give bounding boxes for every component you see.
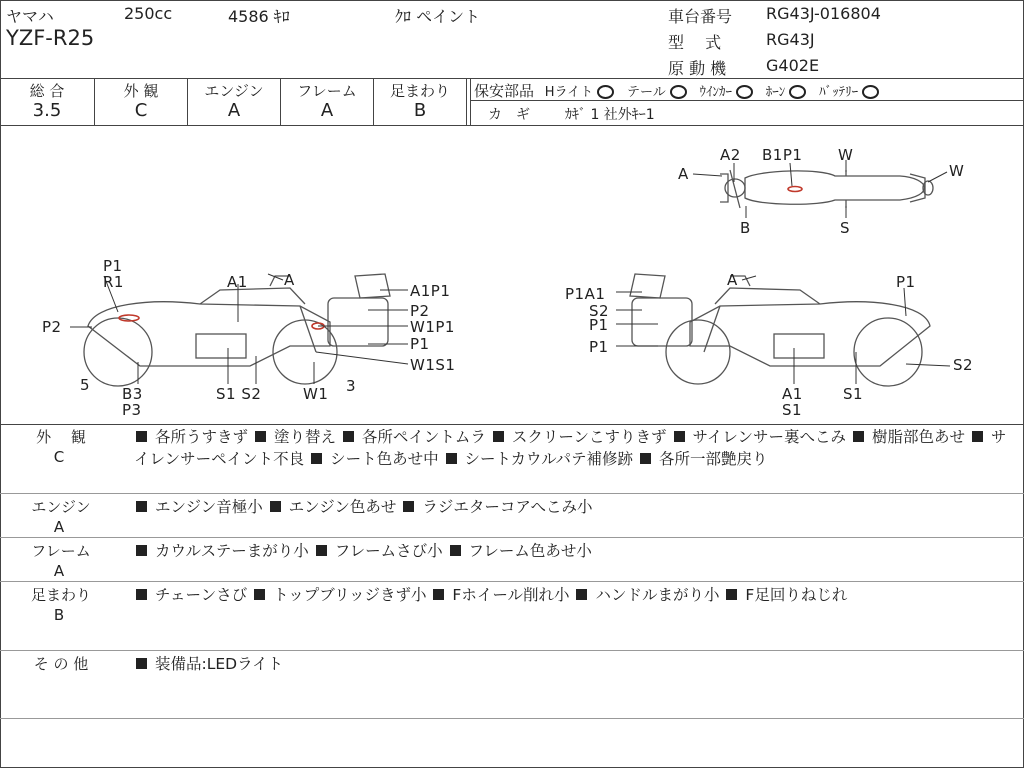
section-notes (134, 426, 1014, 470)
bullet-square-icon (433, 589, 444, 600)
note-text: フレームさび小 (334, 542, 443, 560)
label-a1: A1 (782, 385, 803, 403)
note-text: シートカウルパテ補修跡 (464, 450, 634, 468)
note-item (401, 498, 592, 516)
grade-frame-label: フレーム (297, 82, 357, 100)
type-value: RG43J (766, 30, 815, 49)
note-item (724, 586, 847, 604)
label-s2: S2 (589, 302, 610, 320)
bullet-square-icon (136, 501, 147, 512)
bullet-square-icon (972, 431, 983, 442)
note-item (134, 586, 247, 604)
note-item (491, 428, 667, 446)
bullet-square-icon (674, 431, 685, 442)
label-r1: R1 (103, 273, 124, 291)
grade-exterior-label: 外 観 (123, 82, 159, 100)
note-item (431, 586, 569, 604)
section-label: 足まわり (30, 586, 91, 604)
note-item (268, 498, 397, 516)
bullet-square-icon (343, 431, 354, 442)
label-a2: A2 (720, 146, 741, 164)
displacement: 250cc (124, 4, 173, 23)
section-label: フレーム (31, 542, 91, 560)
grade-overall-label: 総 合 (29, 82, 65, 100)
note-item (252, 586, 426, 604)
note-item (134, 498, 263, 516)
note-text: スクリーンこすりきず (511, 428, 667, 446)
label-p1: P1 (589, 338, 609, 356)
note-item (314, 542, 443, 560)
bullet-square-icon (255, 431, 266, 442)
grade-frame-value: A (320, 100, 334, 121)
label-w: W (949, 162, 965, 180)
note-text: サイレンサー裏へこみ (692, 428, 847, 446)
note-text: カウルステーまがり小 (155, 542, 309, 560)
bike-right-side-view (630, 274, 930, 386)
label-b1p1: B1P1 (762, 146, 803, 164)
note-text: ハンドルまがり小 (595, 586, 720, 604)
note-text: シート色あせ中 (330, 450, 439, 468)
note-text: トップブリッジきず小 (273, 586, 427, 604)
safety-parts-row (474, 80, 887, 101)
note-text: 樹脂部色あせ (871, 428, 965, 446)
label-p1: P1 (896, 273, 916, 291)
color: ｸﾛ ペイント (395, 7, 481, 26)
note-text: サイレンサーペイント不良 (134, 428, 1007, 468)
divider (0, 650, 1024, 651)
divider (0, 493, 1024, 494)
section-grade: A (53, 562, 65, 580)
note-item (134, 542, 309, 560)
grade-engine-value: A (227, 100, 241, 121)
engine-model-value: G402E (766, 56, 820, 75)
note-text: ラジエターコアへこみ小 (422, 498, 593, 516)
bullet-square-icon (640, 453, 651, 464)
bullet-square-icon (576, 589, 587, 600)
bullet-square-icon (726, 589, 737, 600)
grade-exterior-value: C (134, 100, 148, 121)
label-w1: W1 (303, 385, 329, 403)
label-s1: S1 (843, 385, 864, 403)
bullet-square-icon (136, 545, 147, 556)
label-b3: B3 (122, 385, 143, 403)
label-w1p1: W1P1 (410, 318, 455, 336)
ok-circle-icon (789, 85, 806, 99)
note-item (341, 428, 486, 446)
bullet-square-icon (136, 658, 147, 669)
note-text: F足回りねじれ (745, 586, 848, 604)
safety-item-winker: ｳｲﾝｶｰ (699, 85, 732, 100)
label-3: 3 (346, 377, 357, 395)
note-text: 各所ペイントムラ (361, 428, 486, 446)
section-label: 外 観 (36, 428, 86, 446)
divider (0, 78, 1024, 79)
section-notes (134, 584, 1014, 606)
bullet-square-icon (450, 545, 461, 556)
safety-item-headlight: Hライト (544, 85, 594, 100)
label-p3: P3 (122, 401, 142, 419)
label-a1p1: A1P1 (410, 282, 451, 300)
label-s2: S2 (953, 356, 974, 374)
section-grade: A (53, 518, 65, 536)
section-label: エンジン (31, 498, 91, 516)
mileage: 4586 ｷﾛ (228, 7, 290, 26)
divider (0, 424, 1024, 425)
grade-overall-value: 3.5 (32, 100, 62, 121)
label-p1: P1 (103, 257, 123, 275)
note-item (444, 450, 634, 468)
bullet-square-icon (853, 431, 864, 442)
chassis-value: RG43J-016804 (766, 4, 881, 23)
bullet-square-icon (311, 453, 322, 464)
label-p2: P2 (410, 302, 430, 320)
grade-suspension-value: B (413, 100, 427, 121)
section-notes (134, 540, 1014, 562)
type-label: 型 式 (668, 33, 722, 52)
grade-engine-label: エンジン (204, 82, 264, 100)
note-text: エンジン色あせ (288, 498, 397, 516)
note-text: エンジン音極小 (155, 498, 263, 516)
section-grade: C (53, 448, 65, 466)
section-label: そ の 他 (33, 655, 89, 673)
label-a: A (284, 271, 295, 289)
key-value: ｶｷﾞ 1 社外ｷｰ1 (565, 107, 655, 123)
bullet-square-icon (446, 453, 457, 464)
divider (0, 718, 1024, 719)
bullet-square-icon (254, 589, 265, 600)
label-p1: P1 (410, 335, 430, 353)
note-text: 各所うすきず (155, 428, 249, 446)
label-p1: P1 (589, 316, 609, 334)
grade-suspension-label: 足まわり (389, 82, 450, 100)
label-a: A (727, 271, 738, 289)
label-s: S (840, 219, 851, 237)
note-text: チェーンさび (155, 586, 248, 604)
note-item (448, 542, 592, 560)
bike-top-view (720, 170, 933, 208)
label-p1a1: P1A1 (565, 285, 606, 303)
label-w: W (838, 146, 854, 164)
note-text: Fホイール削れ小 (452, 586, 570, 604)
label-5: 5 (80, 376, 91, 394)
note-item (638, 450, 768, 468)
bullet-square-icon (403, 501, 414, 512)
label-w1s1: W1S1 (410, 356, 456, 374)
section-notes (134, 496, 1014, 518)
section-grade: B (53, 606, 65, 624)
note-item (134, 655, 283, 673)
ok-circle-icon (862, 85, 879, 99)
label-a1: A1 (227, 273, 248, 291)
damage-diagram (0, 126, 1024, 424)
note-item (574, 586, 719, 604)
safety-item-horn: ﾎｰﾝ (765, 85, 786, 100)
divider (0, 581, 1024, 582)
bullet-square-icon (316, 545, 327, 556)
note-item (134, 428, 248, 446)
divider (466, 78, 467, 125)
bullet-square-icon (136, 431, 147, 442)
note-item (309, 450, 439, 468)
divider (0, 537, 1024, 538)
label-s1: S1 (782, 401, 803, 419)
divider (470, 78, 471, 125)
bullet-square-icon (493, 431, 504, 442)
note-item (672, 428, 847, 446)
safety-item-tail: テール (626, 85, 666, 100)
label-b: B (740, 219, 751, 237)
note-text: 塗り替え (273, 428, 336, 446)
label-p2: P2 (42, 318, 62, 336)
safety-title: 保安部品 (474, 82, 535, 100)
engine-model-label: 原 動 機 (668, 59, 727, 78)
label-s1s2: S1 S2 (216, 385, 262, 403)
note-text: フレーム色あせ小 (468, 542, 592, 560)
maker: ヤマハ (6, 7, 54, 26)
safety-item-battery: ﾊﾞｯﾃﾘｰ (819, 85, 859, 100)
ok-circle-icon (670, 85, 687, 99)
note-item (253, 428, 336, 446)
label-a: A (678, 165, 689, 183)
note-text: 各所一部艶戻り (658, 450, 768, 468)
note-item (851, 428, 965, 446)
model-name: YZF-R25 (6, 26, 95, 50)
bullet-square-icon (136, 589, 147, 600)
section-notes (134, 653, 1014, 675)
ok-circle-icon (597, 85, 614, 99)
key-label: カ ギ (488, 107, 530, 123)
chassis-label: 車台番号 (668, 7, 733, 26)
ok-circle-icon (736, 85, 753, 99)
bullet-square-icon (270, 501, 281, 512)
note-text: 装備品:LEDライト (155, 655, 284, 673)
